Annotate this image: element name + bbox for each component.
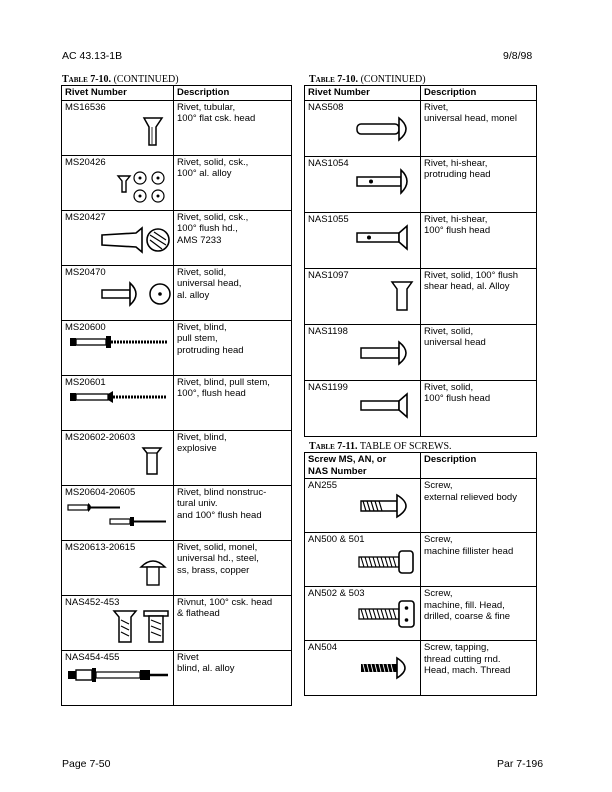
rivet-number-cell xyxy=(62,650,174,705)
rivet-number: NAS1198 xyxy=(308,325,348,337)
drilled-fillister-screw-icon xyxy=(355,597,419,631)
rivet-number: NAS1054 xyxy=(308,157,349,169)
rivet-number: MS20601 xyxy=(65,376,106,388)
description-cell xyxy=(421,212,537,268)
blind-rivet-icon xyxy=(68,335,174,349)
description-line: protruding head xyxy=(424,169,491,180)
description-line: Rivet, solid, xyxy=(424,325,474,337)
screw-number-cell xyxy=(305,587,421,641)
description-cell xyxy=(421,268,537,324)
fillister-head-screw-icon xyxy=(355,547,419,577)
rivet-number-cell xyxy=(305,212,421,268)
description-cell xyxy=(174,265,292,320)
rivet-number-cell xyxy=(62,210,174,265)
rivet-number-cell xyxy=(305,156,421,212)
description-line: & flathead xyxy=(177,608,220,619)
relieved-body-screw-icon xyxy=(357,491,419,521)
description-cell xyxy=(174,320,292,375)
caption-label: Table 7-10. xyxy=(62,74,112,85)
column-header-description: Description xyxy=(174,86,292,101)
table-row xyxy=(305,533,537,587)
screw-number: AN500 & 501 xyxy=(308,534,365,545)
flush-shear-rivet-icon xyxy=(389,279,415,313)
description-line: drilled, coarse & fine xyxy=(424,611,511,622)
description-line: Rivet, solid, csk., xyxy=(177,211,249,223)
description-line: Screw, xyxy=(424,588,453,599)
rivet-number: MS20427 xyxy=(65,211,106,223)
description-line: Rivet, solid, monel, xyxy=(177,541,258,553)
description-cell xyxy=(421,533,537,587)
description-line: Screw, tapping, xyxy=(424,642,489,653)
description-line: protruding head xyxy=(177,344,244,356)
description-cell xyxy=(174,155,292,210)
table-row xyxy=(305,268,537,324)
description-line: Rivet, blind nonstruc- xyxy=(177,486,267,498)
description-line: and 100° flush head xyxy=(177,509,262,521)
description-line: thread cutting rnd. xyxy=(424,653,501,665)
universal-head-rivet-icon xyxy=(100,280,174,308)
hi-shear-flush-rivet-icon xyxy=(353,223,417,253)
flush-head-rivet-icon xyxy=(100,225,174,255)
table-row xyxy=(62,430,292,485)
caption-text: TABLE OF SCREWS. xyxy=(359,441,452,452)
rivet-number-cell xyxy=(62,430,174,485)
rivet-number-cell xyxy=(62,595,174,650)
solid-universal-rivet-icon xyxy=(357,339,417,367)
screw-number-cell xyxy=(305,533,421,587)
screw-number: AN255 xyxy=(308,480,338,491)
description-cell xyxy=(421,380,537,436)
description-line: 100°, flush head xyxy=(177,388,246,399)
table-row xyxy=(62,595,292,650)
table-row xyxy=(62,100,292,155)
nonstructural-blind-rivet-icon xyxy=(66,500,174,530)
description-line: Rivet, xyxy=(424,101,449,113)
blind-alloy-rivet-icon xyxy=(66,665,174,685)
description-line: universal head, xyxy=(177,278,242,289)
document-id: AC 43.13-1B xyxy=(62,50,123,62)
description-line: Rivet, solid, csk., xyxy=(177,156,249,168)
column-header-screw-number xyxy=(305,453,421,479)
caption-text: (CONTINUED) xyxy=(113,74,179,85)
document-date: 9/8/98 xyxy=(503,50,533,62)
description-line: 100° flush head xyxy=(424,393,491,404)
description-cell xyxy=(174,595,292,650)
page-number: Page 7-50 xyxy=(62,758,111,770)
description-cell xyxy=(174,210,292,265)
universal-head-monel-rivet-icon xyxy=(353,115,417,143)
description-line: universal hd., steel, xyxy=(177,553,259,564)
description-cell xyxy=(174,650,292,705)
table-caption-screws xyxy=(309,441,452,452)
table-row xyxy=(62,265,292,320)
description-line: Rivet, hi-shear, xyxy=(424,213,488,225)
table-row xyxy=(305,641,537,696)
rivet-number: NAS1199 xyxy=(308,381,348,393)
table-row xyxy=(62,540,292,595)
table-header-row xyxy=(305,453,537,479)
header-line: NAS Number xyxy=(308,465,367,477)
rivet-number-cell xyxy=(62,100,174,155)
rivet-number-cell xyxy=(62,375,174,430)
rivet-number: MS20604-20605 xyxy=(65,486,136,498)
rivet-table-right xyxy=(304,85,537,437)
rivet-number-cell xyxy=(305,324,421,380)
description-line: Rivet, blind, xyxy=(177,321,227,333)
table-header-row xyxy=(305,86,537,101)
description-line: pull stem, xyxy=(177,333,218,344)
rivet-number-cell xyxy=(62,320,174,375)
column-header-rivet-number: Rivet Number xyxy=(62,86,174,101)
description-line: external relieved body xyxy=(424,491,517,503)
description-cell xyxy=(421,100,537,156)
rivet-number: MS20602-20603 xyxy=(65,431,136,443)
caption-text: (CONTINUED) xyxy=(360,74,426,85)
description-line: AMS 7233 xyxy=(177,234,222,246)
column-header-rivet-number: Rivet Number xyxy=(305,86,421,101)
description-cell xyxy=(421,587,537,641)
rivet-number-cell xyxy=(305,100,421,156)
rivet-number: NAS1055 xyxy=(308,213,349,225)
description-line: Rivet, blind, xyxy=(177,431,227,443)
table-caption-left xyxy=(62,74,179,85)
description-line: explosive xyxy=(177,443,217,454)
rivet-number: MS20613-20615 xyxy=(65,541,136,553)
table-row xyxy=(62,155,292,210)
monel-rivet-icon xyxy=(138,555,168,587)
screw-number-cell xyxy=(305,641,421,696)
screw-number: AN502 & 503 xyxy=(308,588,365,599)
rivet-number-cell xyxy=(305,268,421,324)
description-line: machine fillister head xyxy=(424,545,514,557)
screw-table xyxy=(304,452,537,696)
description-cell xyxy=(421,479,537,533)
rivet-table-left xyxy=(61,85,292,706)
description-line: machine, fill. Head, xyxy=(424,599,505,611)
description-cell xyxy=(174,540,292,595)
description-cell xyxy=(421,641,537,696)
rivet-number-cell xyxy=(62,155,174,210)
rivet-number-cell xyxy=(62,485,174,540)
description-line: universal head, monel xyxy=(424,113,517,124)
description-line: Rivnut, 100° csk. head xyxy=(177,596,273,608)
description-line: Rivet, blind, pull stem, xyxy=(177,376,270,388)
header-line: Screw MS, AN, or xyxy=(308,454,387,465)
description-line: Rivet, solid, xyxy=(177,266,227,278)
description-cell xyxy=(421,324,537,380)
description-cell xyxy=(174,100,292,155)
tubular-rivet-icon xyxy=(140,115,168,147)
rivet-number: MS20600 xyxy=(65,321,106,333)
description-line: tural univ. xyxy=(177,498,218,509)
table-row xyxy=(305,587,537,641)
table-header-row xyxy=(62,86,292,101)
table-row xyxy=(305,380,537,436)
table-row xyxy=(62,210,292,265)
description-line: Head, mach. Thread xyxy=(424,665,511,676)
description-cell xyxy=(174,430,292,485)
screw-number-cell xyxy=(305,479,421,533)
tapping-screw-icon xyxy=(357,655,419,681)
solid-flush-rivet-icon xyxy=(357,391,417,421)
table-row xyxy=(305,324,537,380)
description-line: blind, al. alloy xyxy=(177,663,235,674)
caption-label: Table 7-11. xyxy=(309,441,358,452)
rivet-number: NAS1097 xyxy=(308,269,349,281)
description-line: Rivet, solid, 100° flush xyxy=(424,269,519,281)
table-row xyxy=(62,485,292,540)
description-line: shear head, al. Alloy xyxy=(424,281,510,292)
rivet-number: MS20426 xyxy=(65,156,106,168)
rivet-number: MS16536 xyxy=(65,101,106,113)
description-line: 100° flat csk. head xyxy=(177,113,256,124)
description-line: ss, brass, copper xyxy=(177,564,250,576)
paragraph-ref: Par 7-196 xyxy=(497,758,544,770)
description-line: 100° flush hd., xyxy=(177,223,238,234)
screw-number: AN504 xyxy=(308,642,338,653)
description-line: 100° al. alloy xyxy=(177,168,232,179)
description-line: universal head xyxy=(424,337,486,348)
table-caption-right xyxy=(309,74,426,85)
description-line: al. alloy xyxy=(177,289,210,301)
rivet-number-cell xyxy=(305,380,421,436)
caption-label: Table 7-10. xyxy=(309,74,359,85)
description-cell xyxy=(174,485,292,540)
description-cell xyxy=(421,156,537,212)
description-line: 100° flush head xyxy=(424,225,491,236)
column-header-description: Description xyxy=(421,86,537,101)
rivet-number: NAS452-453 xyxy=(65,596,120,608)
hi-shear-protruding-rivet-icon xyxy=(353,167,417,197)
rivet-number: MS20470 xyxy=(65,266,106,278)
description-line: Rivet, hi-shear, xyxy=(424,157,488,169)
rivet-number: NAS454-455 xyxy=(65,651,120,663)
description-line: Rivet, solid, xyxy=(424,381,474,393)
description-line: Rivet xyxy=(177,651,199,663)
rivnut-icon xyxy=(112,608,172,646)
description-line: Screw, xyxy=(424,534,453,545)
table-row xyxy=(305,156,537,212)
explosive-rivet-icon xyxy=(140,445,164,477)
rivet-number-cell xyxy=(62,265,174,320)
rivet-number: NAS508 xyxy=(308,101,344,113)
description-line: Screw, xyxy=(424,480,453,491)
column-header-description: Description xyxy=(421,453,537,479)
table-row xyxy=(62,650,292,705)
blind-flush-rivet-icon xyxy=(68,390,174,404)
table-row xyxy=(62,320,292,375)
table-row xyxy=(62,375,292,430)
description-line: Rivet, tubular, xyxy=(177,101,236,113)
description-cell xyxy=(174,375,292,430)
rivet-number-cell xyxy=(62,540,174,595)
csk-rivet-icon xyxy=(114,166,174,206)
table-row xyxy=(305,212,537,268)
table-row xyxy=(305,479,537,533)
table-row xyxy=(305,100,537,156)
